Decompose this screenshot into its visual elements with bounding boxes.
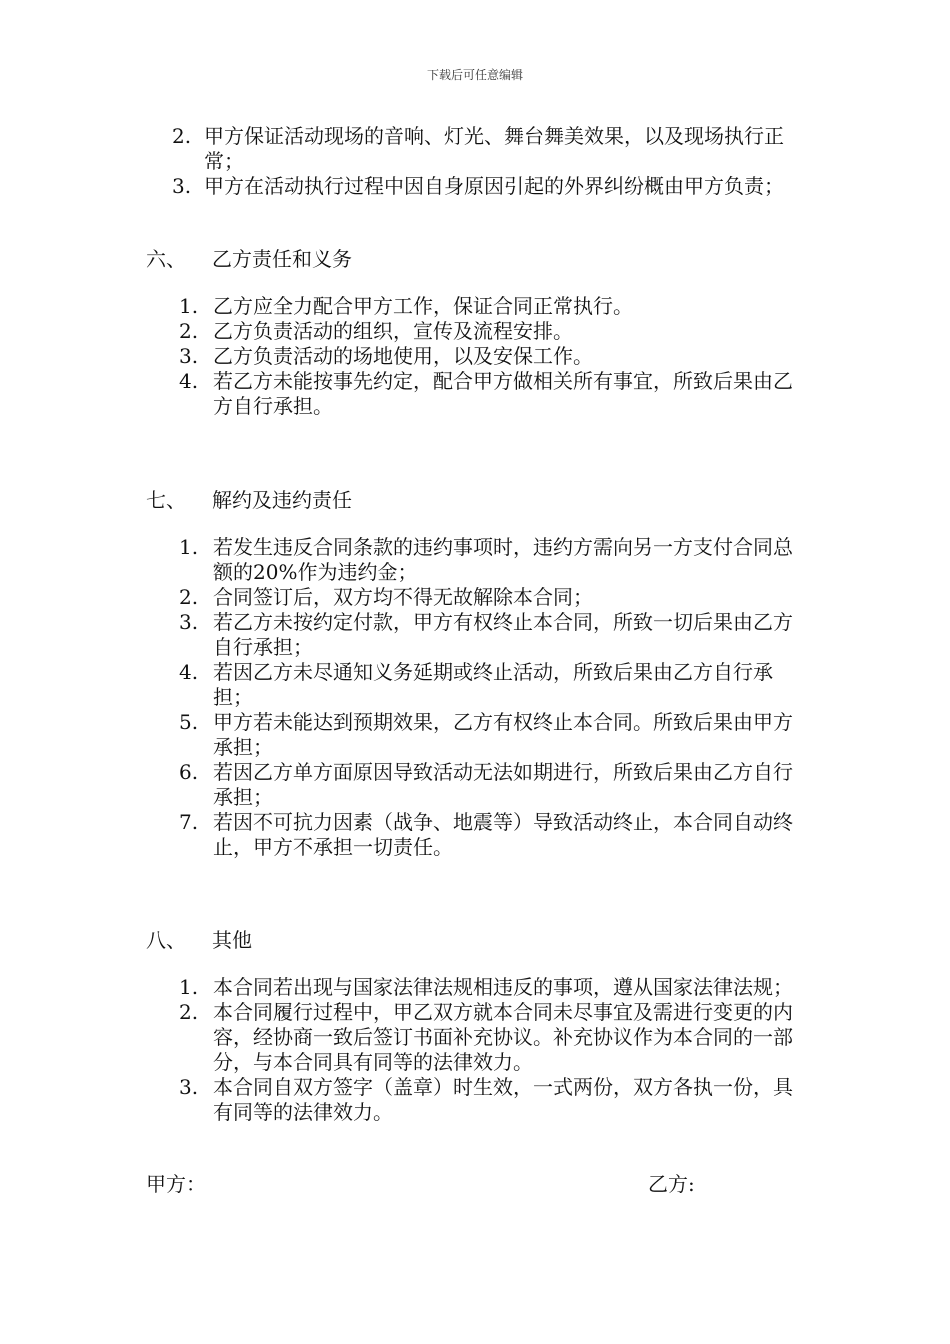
section-title: 解约及违约责任 — [212, 488, 352, 512]
item-number: 5. — [179, 710, 199, 734]
section-title: 乙方责任和义务 — [212, 247, 352, 271]
item-text: 乙方负责活动的组织，宣传及流程安排。 — [213, 319, 573, 343]
item-number: 1. — [179, 294, 199, 318]
item-number: 4. — [179, 369, 199, 393]
item-text: 若因乙方单方面原因导致活动无法如期进行，所致后果由乙方自行承担； — [213, 760, 793, 809]
list-item — [179, 1000, 801, 1075]
page-header: 下载后可任意编辑 — [426, 68, 523, 82]
list-item — [179, 369, 801, 419]
item-number: 2. — [179, 585, 199, 609]
section-heading-8 — [146, 928, 252, 953]
section-number: 八、 — [146, 928, 186, 952]
section-7-list — [179, 535, 801, 860]
section-6-list — [179, 294, 801, 419]
section-8-list — [179, 975, 801, 1125]
list-item — [179, 975, 801, 1000]
section-number: 七、 — [146, 488, 186, 512]
item-text: 乙方应全力配合甲方工作，保证合同正常执行。 — [213, 294, 633, 318]
top-list — [172, 124, 812, 199]
item-text: 甲方在活动执行过程中因自身原因引起的外界纠纷概由甲方负责； — [204, 174, 784, 198]
item-number: 3. — [179, 344, 199, 368]
list-item — [179, 760, 801, 810]
item-text: 乙方负责活动的场地使用，以及安保工作。 — [213, 344, 593, 368]
signature-party-a: 甲方： — [146, 1172, 206, 1196]
item-text: 本合同若出现与国家法律法规相违反的事项，遵从国家法律法规； — [213, 975, 793, 999]
item-number: 1. — [179, 975, 199, 999]
item-number: 4. — [179, 660, 199, 684]
item-text: 本合同自双方签字（盖章）时生效，一式两份，双方各执一份，具有同等的法律效力。 — [213, 1075, 793, 1124]
item-text: 合同签订后，双方均不得无故解除本合同； — [213, 585, 593, 609]
item-text: 若发生违反合同条款的违约事项时，违约方需向另一方支付合同总额的20%作为违约金； — [213, 535, 793, 584]
item-text: 若因乙方未尽通知义务延期或终止活动，所致后果由乙方自行承担； — [213, 660, 773, 709]
item-text: 若因不可抗力因素（战争、地震等）导致活动终止，本合同自动终止，甲方不承担一切责任。 — [213, 810, 793, 859]
item-number: 2. — [172, 124, 192, 148]
item-text: 甲方保证活动现场的音响、灯光、舞台舞美效果，以及现场执行正常； — [204, 124, 784, 173]
item-number: 2. — [179, 1000, 199, 1024]
item-text: 若乙方未按约定付款，甲方有权终止本合同，所致一切后果由乙方自行承担； — [213, 610, 793, 659]
list-item — [179, 344, 801, 369]
list-item — [172, 174, 812, 199]
list-item — [179, 710, 801, 760]
list-item — [179, 810, 801, 860]
item-text: 若乙方未能按事先约定，配合甲方做相关所有事宜，所致后果由乙方自行承担。 — [213, 369, 793, 418]
item-text: 甲方若未能达到预期效果，乙方有权终止本合同。所致后果由甲方承担； — [213, 710, 793, 759]
item-number: 1. — [179, 535, 199, 559]
list-item — [179, 585, 801, 610]
section-title: 其他 — [212, 928, 252, 952]
list-item — [179, 319, 801, 344]
item-number: 3. — [179, 1075, 199, 1099]
list-item — [179, 294, 801, 319]
list-item — [179, 1075, 801, 1125]
item-number: 7. — [179, 810, 199, 834]
item-number: 3. — [179, 610, 199, 634]
item-text: 本合同履行过程中，甲乙双方就本合同未尽事宜及需进行变更的内容，经协商一致后签订书面补充协议。补充协议作为本合同的一部分，与本合同具有同等的法律效力。 — [213, 1000, 793, 1074]
list-item — [179, 660, 801, 710]
section-heading-6 — [146, 247, 352, 272]
item-number: 6. — [179, 760, 199, 784]
list-item — [179, 535, 801, 585]
item-number: 2. — [179, 319, 199, 343]
list-item — [179, 610, 801, 660]
item-number: 3. — [172, 174, 192, 198]
section-number: 六、 — [146, 247, 186, 271]
signature-party-b: 乙方: — [648, 1172, 695, 1196]
list-item — [172, 124, 812, 174]
section-heading-7 — [146, 488, 352, 513]
